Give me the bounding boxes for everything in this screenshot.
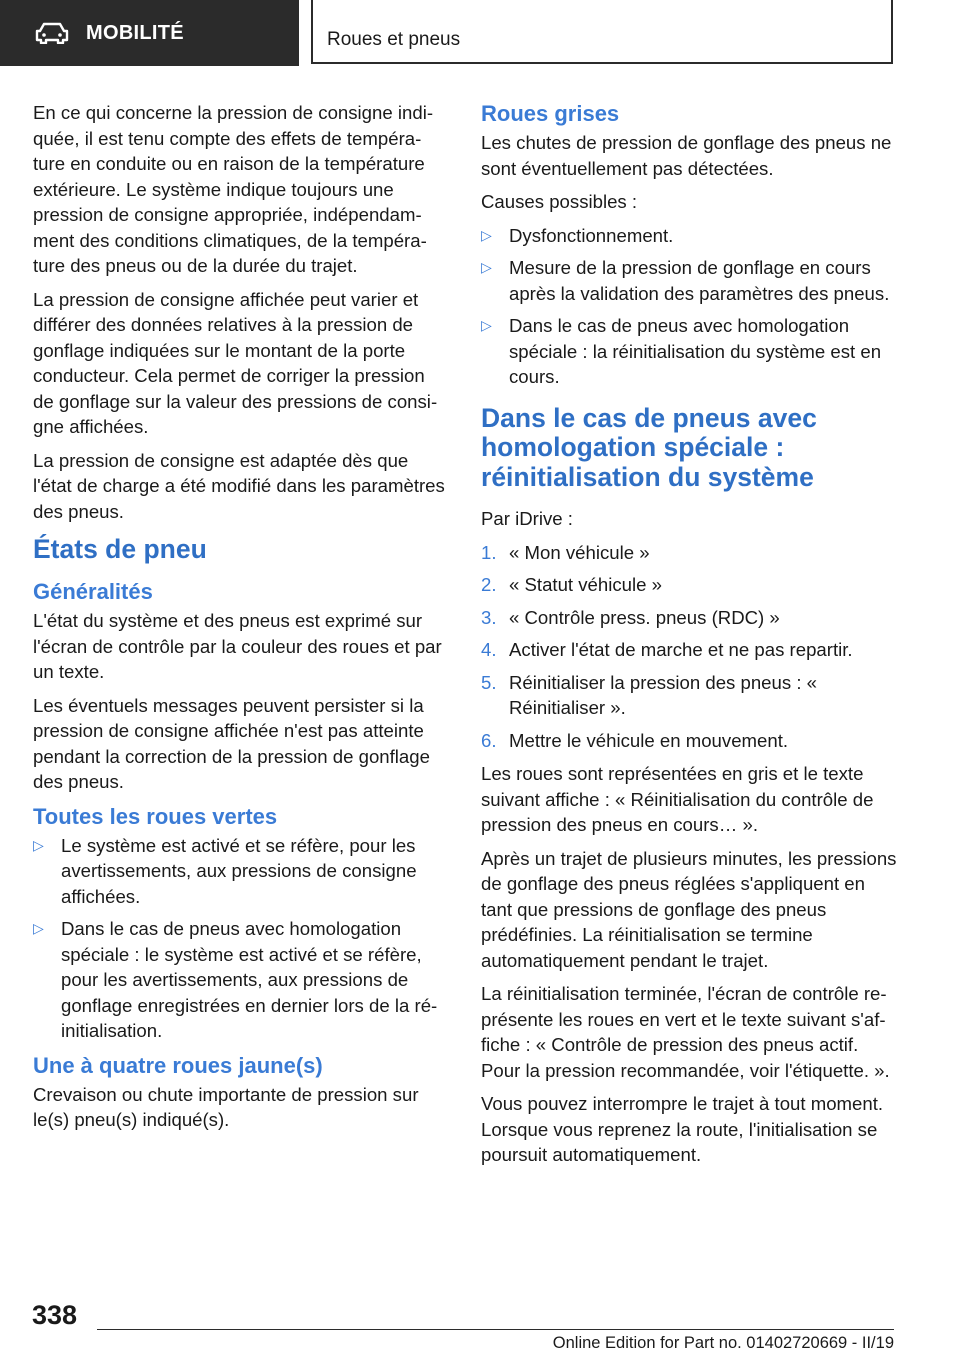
paragraph: Après un trajet de plusieurs minutes, les pressions de gonflage des pneus réglées s'appliquent en tant que pressions de gonflage des pneus prédéfinies. La réinitialisation se termine automatiquement pendant le trajet. bbox=[481, 847, 897, 971]
list-item: ▷ Le système est activé et se réfère, pour les avertissements, aux pressions de consigne affichées. bbox=[33, 834, 417, 907]
paragraph: Les éventuels messages peuvent persister si la pression de consigne affichée n'est pas atteinte pendant la correction de la pression de gonflage des pneus. bbox=[33, 694, 430, 792]
triangle-bullet-icon: ▷ bbox=[33, 836, 44, 853]
bullet-list bbox=[481, 223, 901, 390]
triangle-bullet-icon: ▷ bbox=[481, 317, 492, 333]
step-list bbox=[481, 540, 901, 754]
page-number: 338 bbox=[32, 1300, 78, 1330]
heading-grey-wheels: Roues grises bbox=[481, 101, 620, 126]
step-item: 1. « Mon véhicule » bbox=[481, 541, 650, 563]
section-title: MOBILITÉ bbox=[86, 21, 184, 44]
bullet-list bbox=[33, 833, 445, 1044]
list-item: ▷ Dans le cas de pneus avec homologation spéciale : la réinitialisation du système est en cours. bbox=[481, 315, 882, 387]
paragraph: Vous pouvez interrompre le trajet à tout moment. Lorsque vous reprenez la route, l'initialisation se poursuit automatiquement. bbox=[481, 1093, 884, 1165]
list-item: ▷ Dans le cas de pneus avec homologation spéciale : le système est activé et se réfère, pour les avertissements, aux pressions de gonflage enregistrées en dernier lors de la réinitialisation. bbox=[33, 918, 438, 1041]
triangle-bullet-icon: ▷ bbox=[33, 920, 44, 936]
step-item: 6. Mettre le véhicule en mouvement. bbox=[481, 729, 789, 751]
heading-general: Généralités bbox=[33, 579, 153, 604]
heading-yellow-wheels: Une à quatre roues jaune(s) bbox=[33, 1052, 323, 1078]
triangle-bullet-icon: ▷ bbox=[481, 226, 492, 243]
paragraph: La réinitialisation terminée, l'écran de contrôle représente les roues en vert et le texte suivant s'affiche : « Contrôle de pression des pneus actif. Pour la pression recommandée, voir l'étiquette. ». bbox=[481, 983, 890, 1081]
paragraph: La pression de consigne affichée peut varier et différer des données relatives à la pression de gonflage indiquées sur le montant de la porte conducteur. Cela permet de corriger la pression de gonflage sur la valeur des pressions de consigne affichées. bbox=[33, 288, 438, 437]
paragraph: En ce qui concerne la pression de consigne indiquée, il est tenu compte des effets de température en conduite ou en raison de la température extérieure. Le système indique toujours une pression de consigne appropriée, indépendamment des conditions climatiques, de la température des pneus ou de la durée du trajet. bbox=[33, 102, 434, 276]
paragraph: Les roues sont représentées en gris et le texte suivant affiche : « Réinitialisation du contrôle de pression des pneus en cours… ». bbox=[481, 763, 874, 835]
triangle-bullet-icon: ▷ bbox=[481, 259, 492, 275]
chapter-tab bbox=[311, 0, 893, 64]
heading-all-green: Toutes les roues vertes bbox=[33, 803, 278, 829]
paragraph: Causes possibles : bbox=[481, 191, 638, 212]
paragraph: Les chutes de pression de gonflage des pneus ne sont éventuellement pas détectées. bbox=[481, 132, 892, 179]
list-item: ▷ Mesure de la pression de gonflage en cours après la validation des paramètres des pneus. bbox=[481, 257, 890, 304]
footer-divider bbox=[97, 1329, 894, 1330]
heading-reset: Dans le cas de pneus avec homologation spéciale : réinitialisation du système bbox=[481, 402, 817, 492]
footer-edition: Online Edition for Part no. 01402720669 - II/19 bbox=[552, 1334, 894, 1352]
chapter-title: Roues et pneus bbox=[327, 29, 461, 50]
paragraph: Par iDrive : bbox=[481, 508, 573, 529]
paragraph: La pression de consigne est adaptée dès que l'état de charge a été modifié dans les paramètres des pneus. bbox=[33, 449, 445, 522]
step-item: 4. Activer l'état de marche et ne pas repartir. bbox=[481, 639, 853, 660]
right-column bbox=[481, 100, 901, 1176]
step-item: 3. « Contrôle press. pneus (RDC) » bbox=[481, 606, 780, 628]
section-tab bbox=[0, 0, 299, 66]
step-item: 2. « Statut véhicule » bbox=[481, 574, 662, 595]
list-item: ▷ Dysfonctionnement. bbox=[481, 223, 901, 249]
left-column bbox=[33, 100, 445, 1141]
car-icon bbox=[34, 22, 70, 44]
paragraph: Crevaison ou chute importante de pression sur le(s) pneu(s) indiqué(s). bbox=[33, 1083, 419, 1130]
heading-tire-states: États de pneu bbox=[33, 534, 207, 564]
paragraph: L'état du système et des pneus est exprimé sur l'écran de contrôle par la couleur des roues et par un texte. bbox=[33, 610, 442, 682]
step-item: 5. Réinitialiser la pression des pneus : « Réinitialiser ». bbox=[481, 671, 817, 718]
page-header bbox=[0, 0, 960, 66]
